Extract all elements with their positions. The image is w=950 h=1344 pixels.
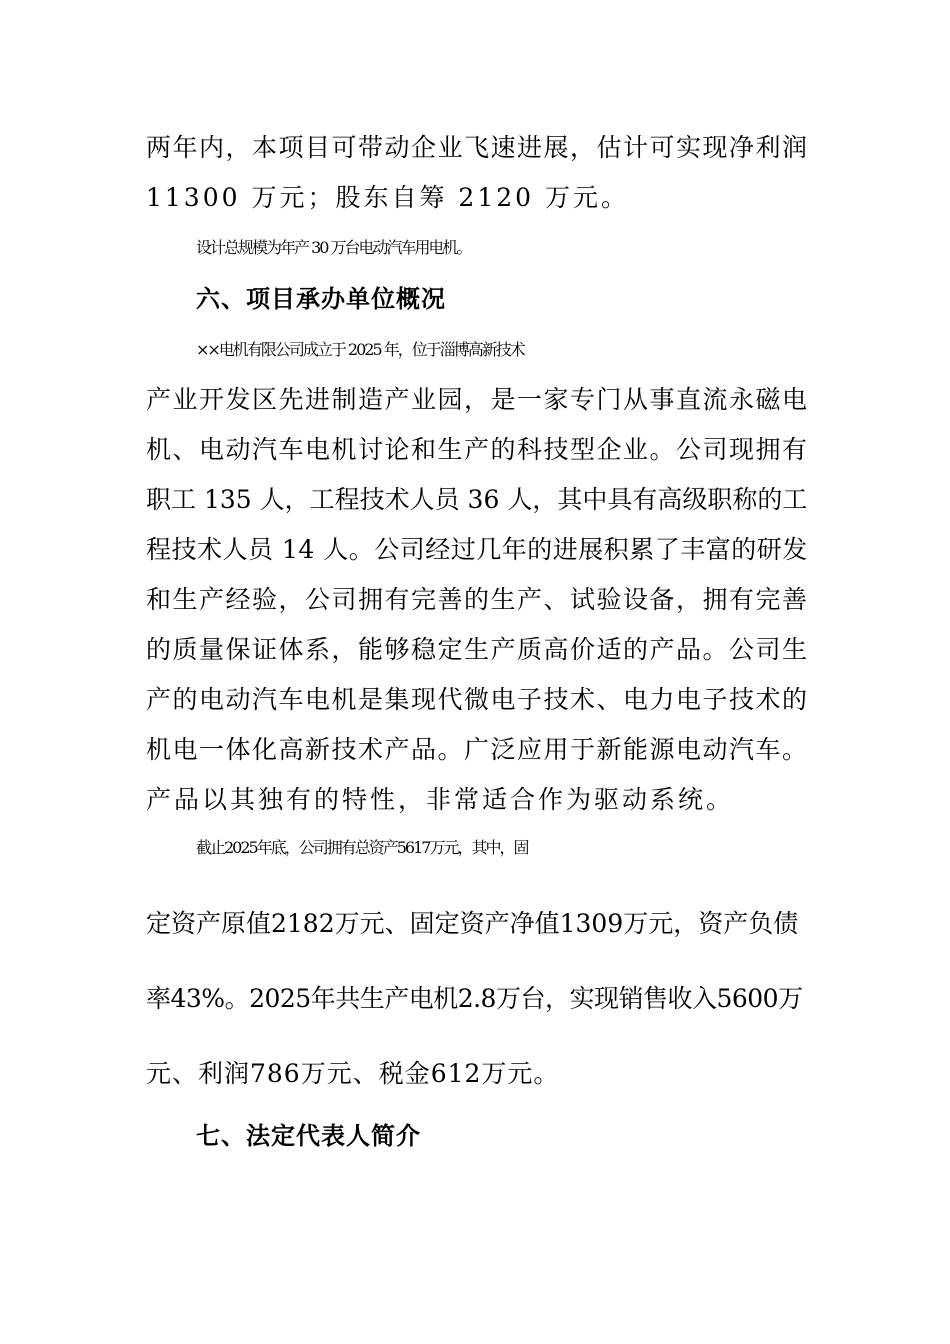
paragraph-line: 率43%。2025年共生产电机2.8万台，实现销售收入5600万 bbox=[146, 984, 803, 1013]
paragraph-line: 定资产原值2182万元、固定资产净值1309万元，资产负债 bbox=[146, 909, 799, 938]
paragraph-line: 11300 万元；股东自筹 2120 万元。 bbox=[146, 183, 629, 212]
paragraph-line: 机、电动汽车电机讨论和生产的科技型企业。公司现拥有 bbox=[146, 435, 809, 464]
paragraph-line: 职工 135 人，工程技术人员 36 人，其中具有高级职称的工 bbox=[146, 485, 808, 514]
paragraph-line: ××电机有限公司成立于 2025 年，位于淄博高新技术 bbox=[196, 340, 524, 359]
paragraph-line: 程技术人员 14 人。公司经过几年的进展积累了丰富的研发 bbox=[146, 535, 808, 564]
paragraph-line: 两年内，本项目可带动企业飞速进展，估计可实现净利润 bbox=[146, 133, 809, 162]
paragraph-line: 元、利润786万元、税金612万元。 bbox=[146, 1059, 560, 1088]
paragraph-line: 产业开发区先进制造产业园，是一家专门从事直流永磁电 bbox=[146, 385, 809, 414]
paragraph-line: 产的电动汽车电机是集现代微电子技术、电力电子技术的 bbox=[146, 685, 809, 714]
paragraph-line: 和生产经验，公司拥有完善的生产、试验设备，拥有完善 bbox=[146, 585, 809, 614]
section-heading-6: 六、项目承办单位概况 bbox=[196, 285, 446, 313]
paragraph-line: 的质量保证体系，能够稳定生产质高价适的产品。公司生 bbox=[146, 635, 809, 664]
paragraph-line: 设计总规模为年产 30 万台电动汽车用电机。 bbox=[196, 238, 471, 257]
section-heading-7: 七、法定代表人简介 bbox=[196, 1122, 421, 1150]
paragraph-line: 截止2025年底，公司拥有总资产5617万元，其中，固 bbox=[196, 838, 528, 857]
paragraph-line: 产品以其独有的特性，非常适合作为驱动系统。 bbox=[146, 785, 735, 814]
paragraph-line: 机电一体化高新技术产品。广泛应用于新能源电动汽车。 bbox=[146, 735, 809, 764]
